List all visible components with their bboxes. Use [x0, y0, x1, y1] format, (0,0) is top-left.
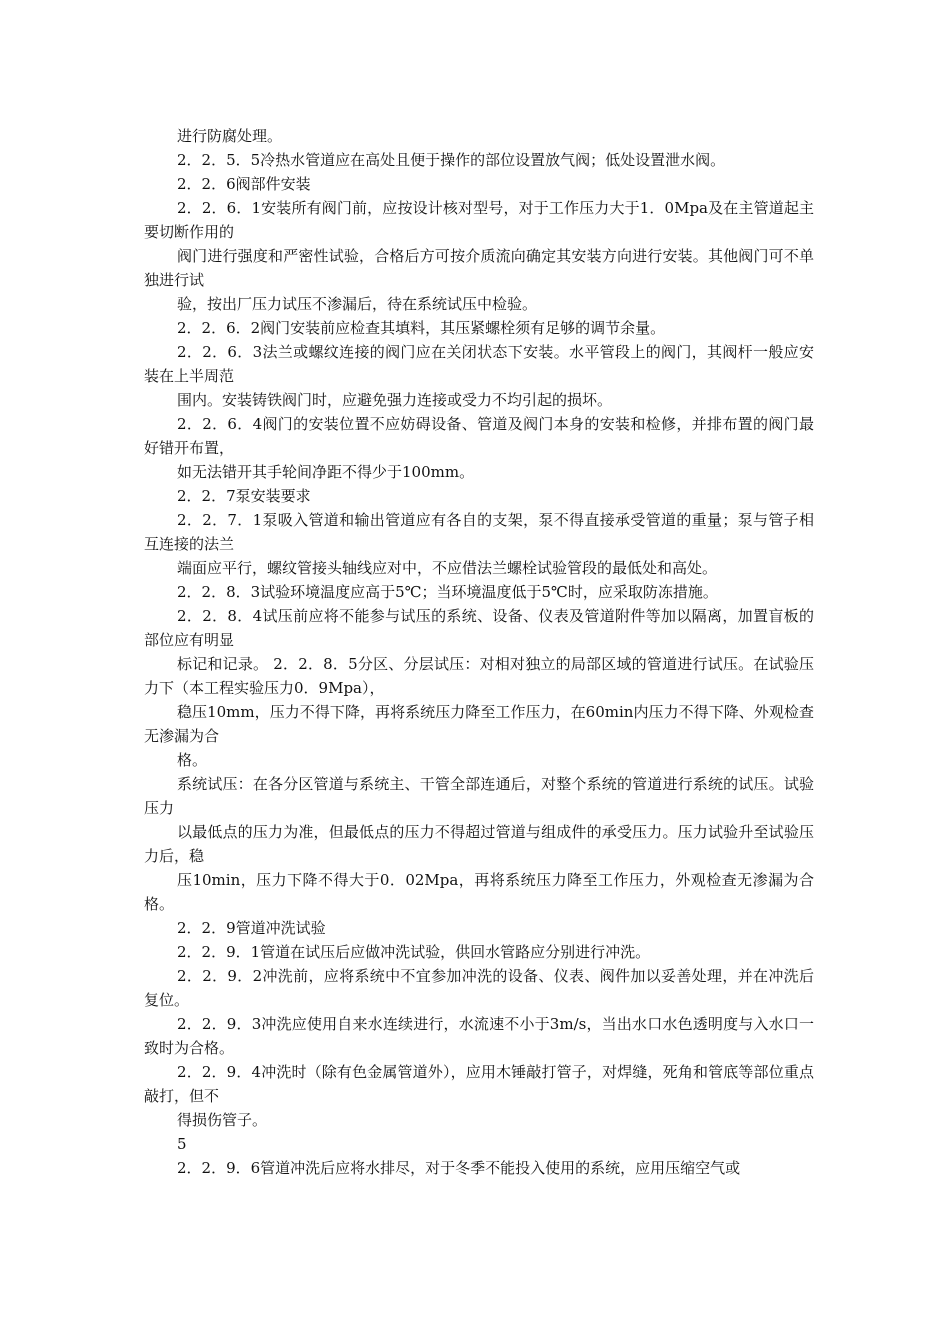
paragraph: 2．2．8．3试验环境温度应高于5℃；当环境温度低于5℃时，应采取防冻措施。: [177, 583, 718, 601]
paragraph: 以最低点的压力为准，但最低点的压力不得超过管道与组成件的承受压力。压力试验升至试验压力后，稳: [144, 823, 814, 865]
paragraph: 2．2．9．6管道冲洗后应将水排尽，对于冬季不能投入使用的系统，应用压缩空气或: [177, 1159, 741, 1177]
paragraph: 系统试压：在各分区管道与系统主、干管全部连通后，对整个系统的管道进行系统的试压。试验压力: [144, 775, 814, 817]
paragraph: 2．2．6．3法兰或螺纹连接的阀门应在关闭状态下安装。水平管段上的阀门，其阀杆一般应安装在上半周范: [144, 343, 814, 385]
paragraph: 2．2．9．2冲洗前，应将系统中不宜参加冲洗的设备、仪表、阀件加以妥善处理，并在冲洗后复位。: [144, 967, 814, 1009]
paragraph: 2．2．7．1泵吸入管道和输出管道应有各自的支架，泵不得直接承受管道的重量；泵与管子相互连接的法兰: [144, 511, 814, 553]
paragraph: 2．2．6．2阀门安装前应检查其填料，其压紧螺栓须有足够的调节余量。: [177, 319, 666, 337]
paragraph: 2．2．9．1管道在试压后应做冲洗试验，供回水管路应分别进行冲洗。: [177, 943, 651, 961]
section-heading: 2．2．9管道冲洗试验: [177, 919, 326, 937]
paragraph: 2．2．6．4阀门的安装位置不应妨碍设备、管道及阀门本身的安装和检修，并排布置的阀门最好错开布置，: [144, 415, 814, 457]
section-heading: 2．2．7泵安装要求: [177, 487, 311, 505]
paragraph: 端面应平行，螺纹管接头轴线应对中，不应借法兰螺栓试验管段的最低处和高处。: [177, 559, 718, 577]
paragraph: 如无法错开其手轮间净距不得少于100mm。: [177, 463, 475, 481]
document-body: [144, 124, 814, 1180]
paragraph: 压10min，压力下降不得大于0．02Mpa，再将系统压力降至工作压力，外观检查无渗漏为合格。: [144, 871, 814, 913]
paragraph: 得损伤管子。: [177, 1111, 268, 1129]
paragraph: 标记和记录。 2．2．8．5分区、分层试压：对相对独立的局部区域的管道进行试压。在试验压力下（本工程实验压力0．9Mpa），: [144, 655, 814, 697]
paragraph: 格。: [177, 751, 208, 769]
paragraph: 2．2．9．3冲洗应使用自来水连续进行，水流速不小于3m/s，当出水口水色透明度与入水口一致时为合格。: [144, 1015, 814, 1057]
paragraph: 2．2．5．5冷热水管道应在高处且便于操作的部位设置放气阀；低处设置泄水阀。: [177, 151, 726, 169]
paragraph: 围内。安装铸铁阀门时，应避免强力连接或受力不均引起的损坏。: [177, 391, 613, 409]
paragraph: 2．2．9．4冲洗时（除有色金属管道外），应用木锤敲打管子，对焊缝，死角和管底等部位重点敲打，但不: [144, 1063, 814, 1105]
page-number: 5: [177, 1135, 187, 1153]
paragraph: 稳压10mm，压力不得下降，再将系统压力降至工作压力，在60min内压力不得下降、外观检查无渗漏为合: [144, 703, 814, 745]
paragraph: 2．2．6．1安装所有阀门前，应按设计核对型号，对于工作压力大于1．0Mpa及在主管道起主要切断作用的: [144, 199, 814, 241]
section-heading: 2．2．6阀部件安装: [177, 175, 311, 193]
paragraph: 阀门进行强度和严密性试验，合格后方可按介质流向确定其安装方向进行安装。其他阀门可不单独进行试: [144, 247, 814, 289]
paragraph: 进行防腐处理。: [177, 127, 283, 145]
paragraph: 验，按出厂压力试压不渗漏后，待在系统试压中检验。: [177, 295, 538, 313]
paragraph: 2．2．8．4试压前应将不能参与试压的系统、设备、仪表及管道附件等加以隔离，加置盲板的部位应有明显: [144, 607, 814, 649]
